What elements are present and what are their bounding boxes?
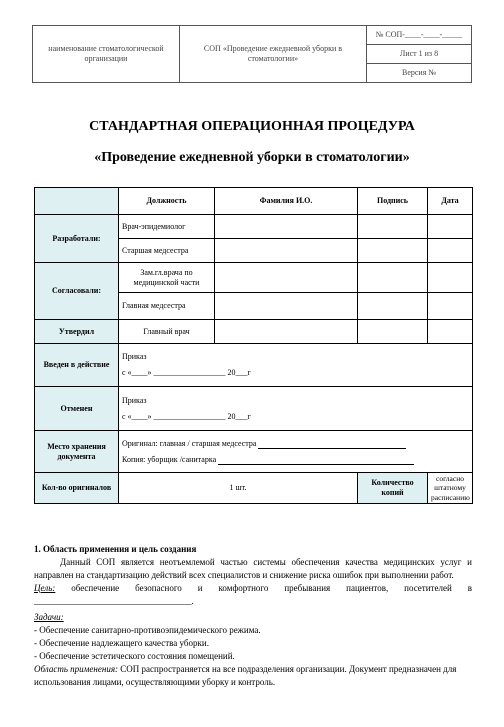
col-position: Должность [119,188,215,215]
agr-position-1: Зам.гл.врача по медицинской части [119,263,215,293]
scope-line [34,663,472,689]
tasks-label: Задачи: [34,612,64,622]
task-3: - Обеспечение эстетического состояния помещений. [34,651,235,661]
introduced-label: Введен в действие [35,344,119,387]
goal-text: обеспечение безопасного и комфортного пребывания пациентов, посетителей в ___________________________________. [34,583,472,606]
col-date: Дата [428,188,473,215]
col-name: Фамилия И.О. [215,188,358,215]
approved-label: Утвердил [35,320,119,344]
cancelled-label: Отменен [35,387,119,431]
original-label: Оригинал: главная / старшая медсестра [122,438,257,448]
col-sign: Подпись [358,188,428,215]
storage-label: Место хранения документа [35,431,119,473]
orig-count-value: 1 шт. [119,473,358,504]
appr-name-1 [215,320,358,344]
dev-sign-2 [358,239,428,263]
agr-sign-2 [358,293,428,320]
doc-title: СТАНДАРТНАЯ ОПЕРАЦИОННАЯ ПРОЦЕДУРА [89,119,415,134]
dev-date-1 [428,215,473,239]
developed-label: Разработали: [35,215,119,263]
goal-label: Цель: [34,583,56,593]
sop-number-cell: № СОП-____-____-_____ [367,26,472,45]
org-name-cell: наименование стоматологической организации [33,26,180,83]
scope-text: СОП распространяется на все подразделения организации. Документ предназначен для использования лицами, осуществляющими уборку и контроль. [34,664,457,687]
agr-sign-1 [358,263,428,293]
introduced-order [119,344,473,387]
agr-date-2 [428,293,473,320]
corner-cell [35,188,119,215]
dev-name-1 [215,215,358,239]
section-1-heading: 1. Область применения и цель создания [34,544,197,554]
dev-position-1: Врач-эпидемиолог [119,215,215,239]
document-header [32,25,472,83]
copies-count-value: согласно штатному расписанию [428,473,473,504]
task-2: - Обеспечение надлежащего качества уборки. [34,638,209,648]
appr-sign-1 [358,320,428,344]
agreed-label: Согласовали: [35,263,119,320]
agr-name-2 [215,293,358,320]
scope-label: Область применения: [34,664,119,674]
copies-count-label: Количество копий [358,473,428,504]
version-cell: Версия № [367,64,472,83]
storage-cell [119,431,473,473]
cancelled-order [119,387,473,431]
orig-count-label: Кол-во оригиналов [35,473,119,504]
doc-subtitle: «Проведение ежедневной уборки в стоматологии» [94,150,410,165]
introduced-order-label: Приказ [122,352,147,361]
copy-label: Копия: уборщик /санитарка [122,454,217,464]
dev-date-2 [428,239,473,263]
sheet-cell: Лист 1 из 8 [367,45,472,64]
section-1 [34,543,472,689]
original-fill-line [258,439,406,449]
agr-position-2: Главная медсестра [119,293,215,320]
agr-date-1 [428,263,473,293]
cancelled-order-label: Приказ [122,395,147,405]
goal-line [34,582,472,608]
appr-position-1: Главный врач [119,320,215,344]
approval-table [34,187,473,504]
introduced-order-date: с «____» __________________ 20___г [122,368,251,377]
dev-sign-1 [358,215,428,239]
dev-position-2: Старшая медсестра [119,239,215,263]
dev-name-2 [215,239,358,263]
section-1-paragraph: Данный СОП является неотъемлемой частью системы обеспечения качества медицинских услуг и направлен на стандартизацию действий всех специалистов и снижение риска ошибок при выполнении работ. [34,557,472,580]
appr-date-1 [428,320,473,344]
cancelled-order-date: с «____» __________________ 20___г [122,411,251,421]
task-1: - Обеспечение санитарно-противоэпидемического режима. [34,625,261,635]
copy-fill-line [218,455,414,465]
sop-title-cell: СОП «Проведение ежедневной уборки в стоматологии» [180,26,367,83]
agr-name-1 [215,263,358,293]
